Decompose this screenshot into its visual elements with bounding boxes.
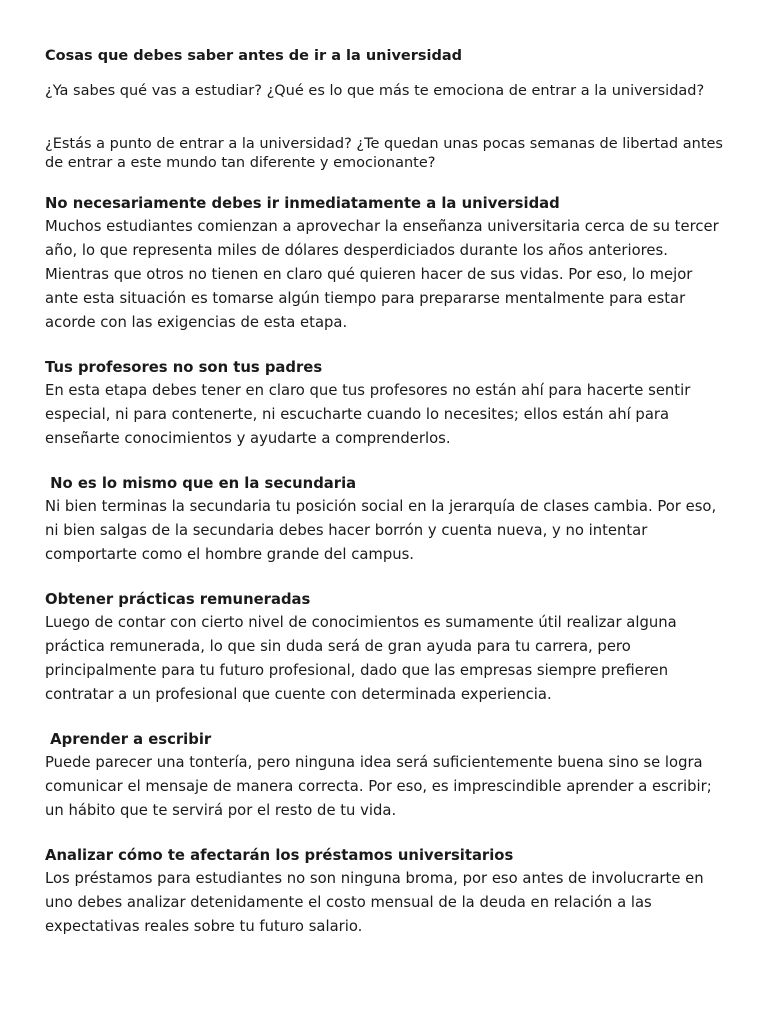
section-body: Muchos estudiantes comienzan a aprovechar la enseñanza universitaria cerca de su tercer año, lo que representa miles de dólares desperdiciados durante los años anteriores. Mientras que otros no tienen en claro qué quieren hacer de sus vidas. Por eso, lo mejor ante esta situación es tomarse algún tiempo para prepararse mentalmente para estar acorde con las exigencias de esta etapa. (45, 218, 719, 331)
section-body: Luego de contar con cierto nivel de conocimientos es sumamente útil realizar alguna práctica remunerada, lo que sin duda será de gran ayuda para tu carrera, pero principalmente para tu futuro profesional, dado que las empresas siempre prefieren contratar a un profesional que cuente con determinada experiencia. (45, 614, 677, 703)
section-heading: No es lo mismo que en la secundaria (45, 475, 357, 492)
section (45, 845, 728, 939)
section-heading: No necesariamente debes ir inmediatamente a la universidad (45, 195, 560, 212)
section-heading: Analizar cómo te afectarán los préstamos universitarios (45, 847, 514, 864)
section-heading: Tus profesores no son tus padres (45, 359, 323, 376)
section-body: En esta etapa debes tener en claro que tus profesores no están ahí para hacerte sentir especial, ni para contenerte, ni escucharte cuando lo necesites; ellos están ahí para enseñarte conocimientos y ayudarte a comprenderlos. (45, 382, 691, 447)
section (45, 589, 728, 707)
section (45, 473, 728, 567)
section-heading: Aprender a escribir (45, 731, 212, 748)
section-body: Ni bien terminas la secundaria tu posición social en la jerarquía de clases cambia. Por eso, ni bien salgas de la secundaria debes hacer borrón y cuenta nueva, y no intentar comportarte como el hombre grande del campus. (45, 498, 717, 563)
section-body: Los préstamos para estudiantes no son ninguna broma, por eso antes de involucrarte en uno debes analizar detenidamente el costo mensual de la deuda en relación a las expectativas reales sobre tu futuro salario. (45, 870, 704, 935)
section (45, 193, 728, 335)
intro-paragraph: ¿Estás a punto de entrar a la universidad? ¿Te quedan unas pocas semanas de libertad antes de entrar a este mundo tan diferente y emocionante? (45, 136, 723, 171)
intro-paragraph: ¿Ya sabes qué vas a estudiar? ¿Qué es lo que más te emociona de entrar a la universidad? (45, 83, 705, 99)
section (45, 357, 728, 451)
section-heading: Obtener prácticas remuneradas (45, 591, 311, 608)
document-title: Cosas que debes saber antes de ir a la universidad (45, 48, 463, 64)
section-body: Puede parecer una tontería, pero ninguna idea será suficientemente buena sino se logra comunicar el mensaje de manera correcta. Por eso, es imprescindible aprender a escribir; un hábito que te servirá por el resto de tu vida. (45, 754, 712, 819)
section (45, 729, 728, 823)
